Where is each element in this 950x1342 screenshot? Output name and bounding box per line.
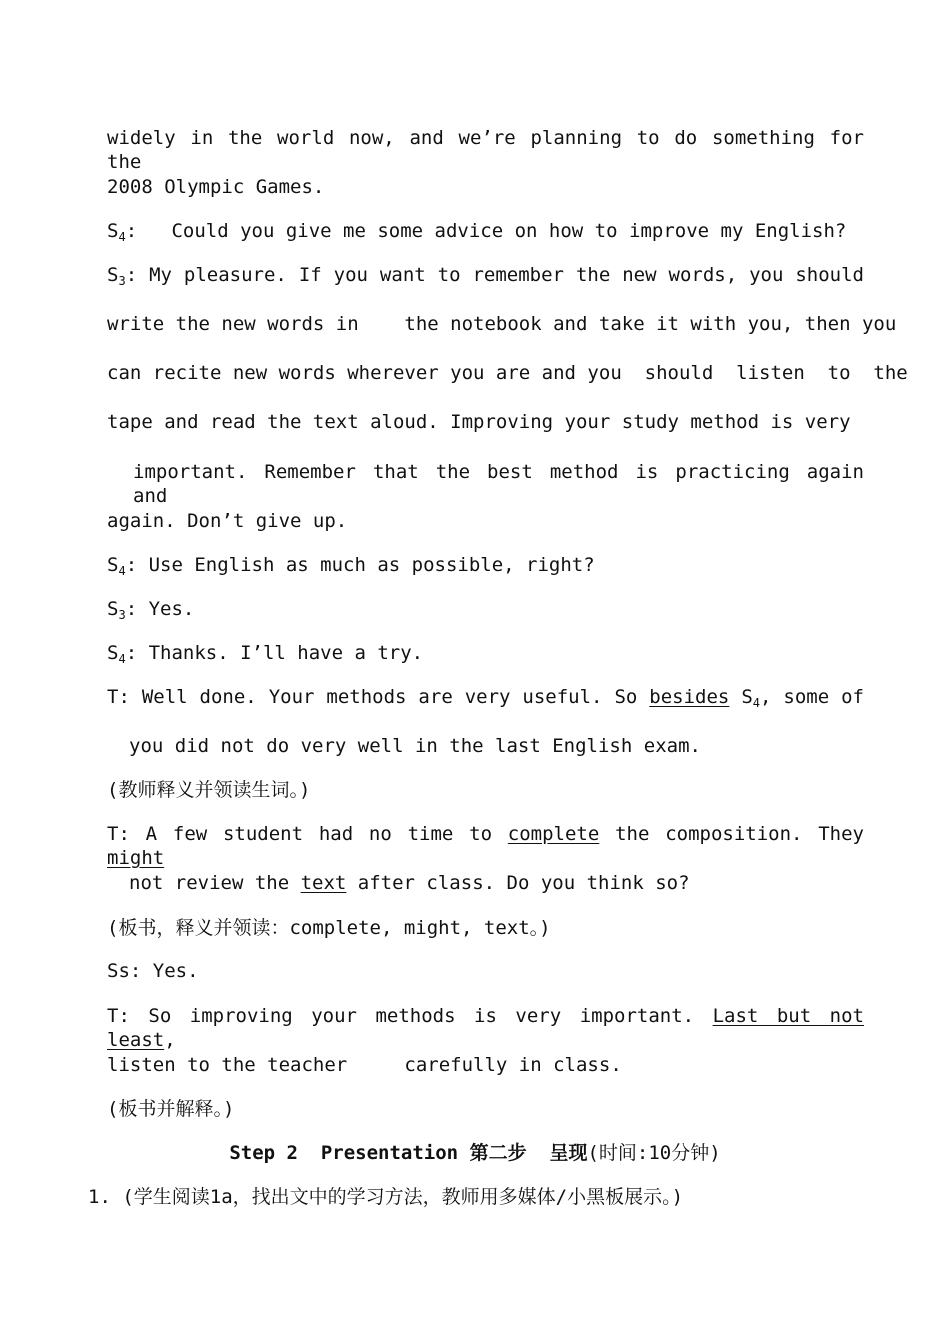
dialogue-line: tape and read the text aloud. Improving your study method is very <box>107 411 851 433</box>
dialogue-line: T: Well done. Your methods are very useful. So besides $S_4$, some of <box>107 686 865 710</box>
dialogue-line: Ss: Yes. <box>107 960 199 982</box>
dialogue-line: 2008 Olympic Games. <box>107 176 325 198</box>
dialogue-line: listen to the teacher carefully in class. <box>107 1054 622 1076</box>
dialogue-line: T: So improving your methods is very important. Last but not least, <box>107 1005 864 1051</box>
vocab-complete: complete <box>507 823 600 845</box>
task-item-1: 1. (学生阅读1a，找出文中的学习方法，教师用多媒体/小黑板展示。) <box>88 1186 684 1208</box>
dialogue-line: $S_3$: My pleasure. If you want to remember the new words, you should <box>107 264 864 288</box>
dialogue-line: write the new words in the notebook and take it with you, then you <box>107 313 897 335</box>
dialogue-line: again. Don’t give up. <box>107 510 348 532</box>
vocab-besides: besides <box>649 686 730 708</box>
dialogue-line: $S_4$: Use English as much as possible, right? <box>107 554 595 578</box>
dialogue-line: important. Remember that the best method is practicing again and <box>133 461 864 507</box>
teacher-note: (板书，释义并领读：complete, might, text。) <box>107 917 551 939</box>
dialogue-line: not review the text after class. Do you think so? <box>129 872 690 894</box>
teacher-note: (板书并解释。) <box>107 1098 235 1120</box>
dialogue-line: can recite new words wherever you are and you should listen to the <box>107 362 908 384</box>
vocab-last-but-not-least: Last but not least <box>107 1005 864 1051</box>
dialogue-line: $S_3$: Yes. <box>107 598 195 622</box>
dialogue-line: $S_4$: Could you give me some advice on how to improve my English? <box>107 220 847 244</box>
teacher-note: (教师释义并领读生词。) <box>107 779 311 801</box>
vocab-text: text <box>300 872 347 894</box>
vocab-might: might <box>107 847 165 869</box>
step-heading: Step 2 Presentation 第二步 呈现(时间:10分钟) <box>229 1142 721 1164</box>
dialogue-line: $S_4$: Thanks. I’ll have a try. <box>107 642 424 666</box>
dialogue-line: T: A few student had no time to complete the composition. They might <box>107 823 864 869</box>
dialogue-line: widely in the world now, and we’re planning to do something for the <box>107 127 864 173</box>
dialogue-line: you did not do very well in the last English exam. <box>129 735 701 757</box>
